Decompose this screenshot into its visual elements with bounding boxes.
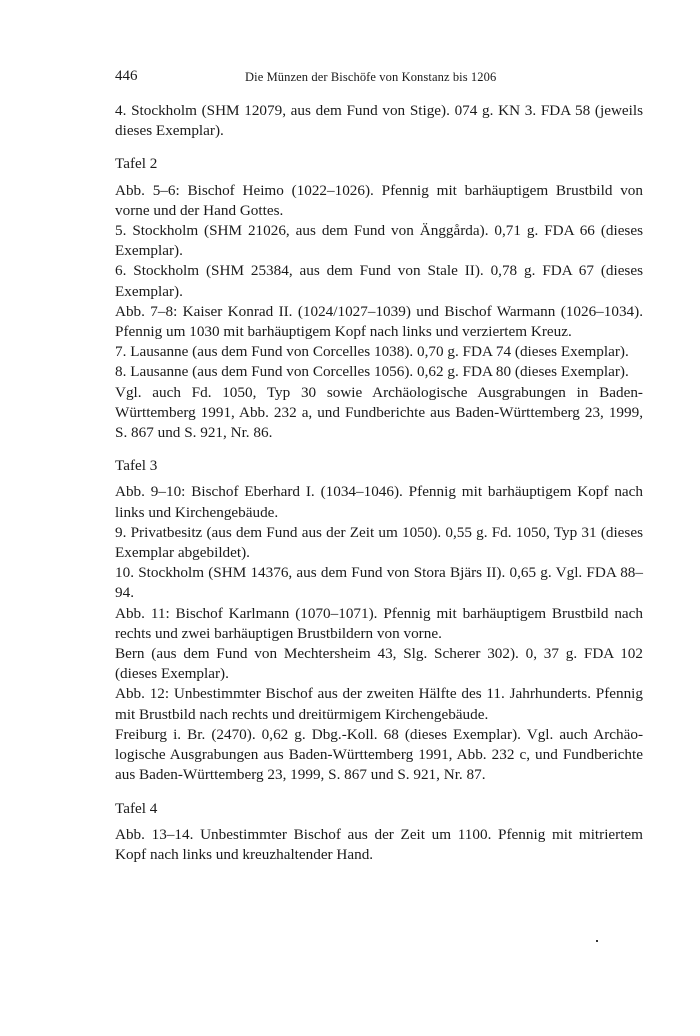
main-text — [115, 101, 643, 865]
section-tafel-4 — [115, 799, 643, 866]
entry-fig-8: 8. Lausanne (aus dem Fund von Corcelles 1056). 0,62 g. FDA 80 (dieses Exemplar). — [115, 363, 629, 381]
entry-fig-9: 9. Privatbesitz (aus dem Fund aus der Zeit um 1050). 0,55 g. Fd. 1050, Typ 31 (dieses Exemplar abgebildet). — [115, 523, 643, 562]
entry-abb-9-10: Abb. 9–10: Bischof Eberhard I. (1034–1046). Pfennig mit barhäuptigem Kopf nach links und Kirchengebäude. — [115, 483, 643, 521]
running-head — [115, 66, 643, 86]
entry-fig-7: 7. Lausanne (aus dem Fund von Corcelles 1038). 0,70 g. FDA 74 (dieses Exemplar). — [115, 343, 629, 361]
section-tafel-3 — [115, 456, 643, 785]
entry-fig-5: 5. Stockholm (SHM 21026, aus dem Fund von Änggårda). 0,71 g. FDA 66 (dieses Exemplar). — [115, 222, 643, 260]
section-heading-tafel-3: Tafel 3 — [115, 457, 158, 475]
section-tafel-2 — [115, 154, 643, 443]
entry-fig-10: 10. Stockholm (SHM 14376, aus dem Fund von Stora Bjärs II). 0,65 g. Vgl. FDA 88–94. — [115, 564, 643, 602]
section-heading-tafel-4: Tafel 4 — [115, 799, 158, 817]
entry-fig-11: Bern (aus dem Fund von Mechtersheim 43, Slg. Scherer 302). 0, 37 g. FDA 102 (dieses Exemplar). — [115, 645, 643, 683]
entry-fig-6: 6. Stockholm (SHM 25384, aus dem Fund von Stale II). 0,78 g. FDA 67 (dieses Exemplar). — [115, 262, 643, 300]
page-number: 446 — [115, 68, 138, 84]
entry-fig-12: Freiburg i. Br. (2470). 0,62 g. Dbg.-Koll. 68 (dieses Exemplar). Vgl. auch Archäologische Ausgrabungen aus Baden-Württemberg 1991, Abb. 232 c, und Fundberichte aus Baden-Württemberg 23, 1999, S. 867 und S. 921, Nr. 87. — [115, 725, 643, 784]
section-heading-tafel-2: Tafel 2 — [115, 155, 158, 173]
print-mark — [596, 940, 598, 942]
entry-abb-5-6: Abb. 5–6: Bischof Heimo (1022–1026). Pfennig mit barhäuptigem Brustbild von vorne und der Hand Gottes. — [115, 181, 643, 219]
entry-abb-12: Abb. 12: Unbestimmter Bischof aus der zweiten Hälfte des 11. Jahrhunderts. Pfennig mit Brustbild nach rechts und dreitürmigem Kirchengebäude. — [115, 685, 643, 723]
entry-abb-13-14: Abb. 13–14. Unbestimmter Bischof aus der Zeit um 1100. Pfennig mit mitriertem Kopf nach links und kreuzhaltender Hand. — [115, 825, 643, 863]
entry-fig-4: 4. Stockholm (SHM 12079, aus dem Fund von Stige). 074 g. KN 3. FDA 58 (jeweils dieses Exemplar). — [115, 102, 643, 140]
entry-abb-7-8: Abb. 7–8: Kaiser Konrad II. (1024/1027–1039) und Bischof Warmann (1026–1034). Pfennig um 1030 mit barhäuptigem Kopf nach links und verziertem Kreuz. — [115, 302, 643, 341]
entry-vgl-tafel-2: Vgl. auch Fd. 1050, Typ 30 sowie Archäologische Ausgrabungen in Baden-Württemberg 1991, Abb. 232 a, und Fundberichte aus Baden-Württemberg 23, 1999, S. 867 und S. 921, Nr. 86. — [115, 383, 643, 442]
entry-abb-11: Abb. 11: Bischof Karlmann (1070–1071). Pfennig mit barhäuptigem Brustbild nach rechts und zwei barhäuptigen Brustbildern von vorne. — [115, 604, 643, 642]
running-title: Die Münzen der Bischöfe von Konstanz bis 1206 — [245, 70, 497, 84]
